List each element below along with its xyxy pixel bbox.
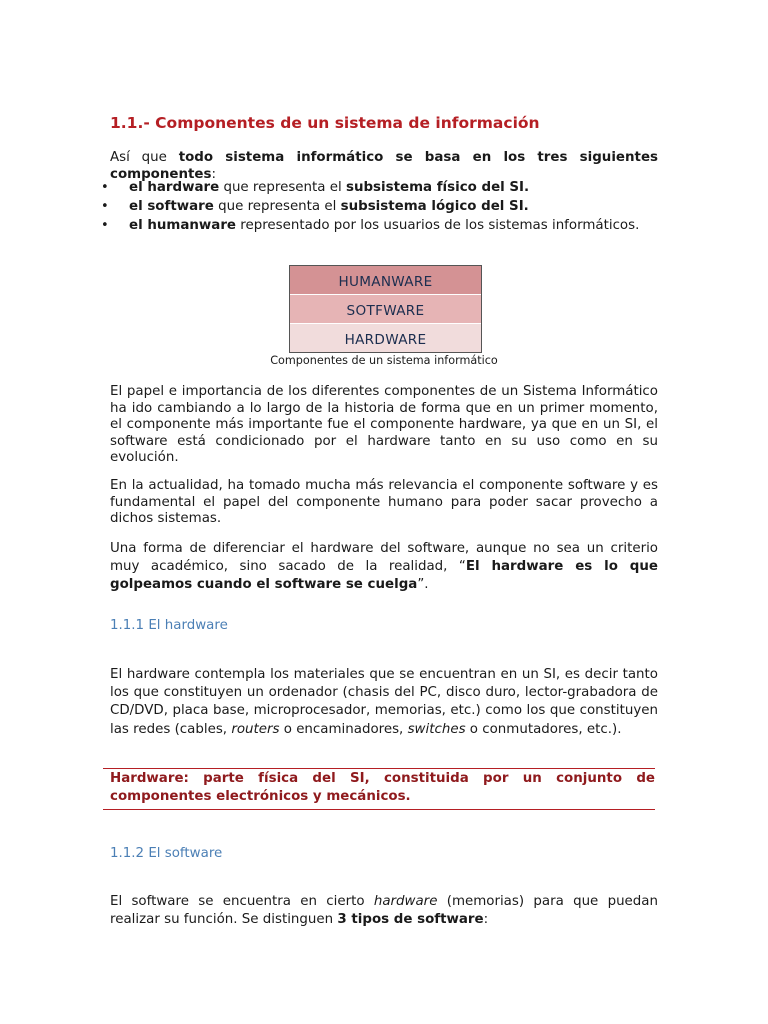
- components-diagram: [289, 265, 482, 353]
- bullet-icon: •: [101, 199, 109, 214]
- intro-paragraph: Así que todo sistema informático se basa en los tres siguientes componentes:: [110, 150, 658, 182]
- paragraph-current: En la actualidad, ha tomado mucha más relevancia el componente software y es fundamental el papel del componente humano para poder sacar provecho a dichos sistemas.: [110, 478, 658, 526]
- layer-humanware: HUMANWARE: [290, 266, 481, 294]
- hardware-definition-box: Hardware: parte física del SI, constituida por un conjunto de componentes electrónicos y mecánicos.: [103, 768, 655, 810]
- list-item: • el software que representa el subsistema lógico del SI.: [101, 199, 529, 214]
- list-item: • el humanware representado por los usuarios de los sistemas informáticos.: [101, 218, 640, 233]
- paragraph-hardware: El hardware contempla los materiales que se encuentran en un SI, es decir tanto los que constituyen un ordenador (chasis del PC, disco duro, lector-grabadora de CD/DVD, placa base, microprocesador, memorias, etc.) como los que constituyen las redes (cables, routers o encaminadores, switches o conmutadores, etc.).: [110, 667, 658, 737]
- subheading-software: 1.1.2 El software: [110, 846, 223, 861]
- paragraph-software: El software se encuentra en cierto hardware (memorias) para que puedan realizar su función. Se distinguen 3 tipos de software:: [110, 894, 658, 927]
- layer-hardware: HARDWARE: [290, 323, 481, 352]
- paragraph-difference: Una forma de diferenciar el hardware del software, aunque no sea un criterio muy académico, sino sacado de la realidad, “El hardware es lo que golpeamos cuando el software se cuelga”.: [110, 541, 658, 592]
- section-heading: 1.1.- Componentes de un sistema de información: [110, 114, 540, 132]
- quote-bold-text: El hardware es lo que golpeamos cuando el software se cuelga: [110, 559, 658, 592]
- bullet-icon: •: [101, 218, 109, 233]
- list-item: • el hardware que representa el subsistema físico del SI.: [101, 180, 530, 195]
- bullet-icon: •: [101, 180, 109, 195]
- intro-bold-text: todo sistema informático se basa en los tres siguientes componentes: [110, 150, 658, 182]
- paragraph-importance: El papel e importancia de los diferentes componentes de un Sistema Informático ha ido cambiando a lo largo de la historia de forma que en un primer momento, el componente más importante fue el componente hardware, ya que en un SI, el software está condicionado por el hardware tanto en su uso como en su evolución.: [110, 384, 658, 465]
- layer-software: SOTFWARE: [290, 294, 481, 323]
- subheading-hardware: 1.1.1 El hardware: [110, 618, 228, 633]
- component-list: [100, 180, 658, 237]
- diagram-caption: Componentes de un sistema informático: [270, 354, 498, 367]
